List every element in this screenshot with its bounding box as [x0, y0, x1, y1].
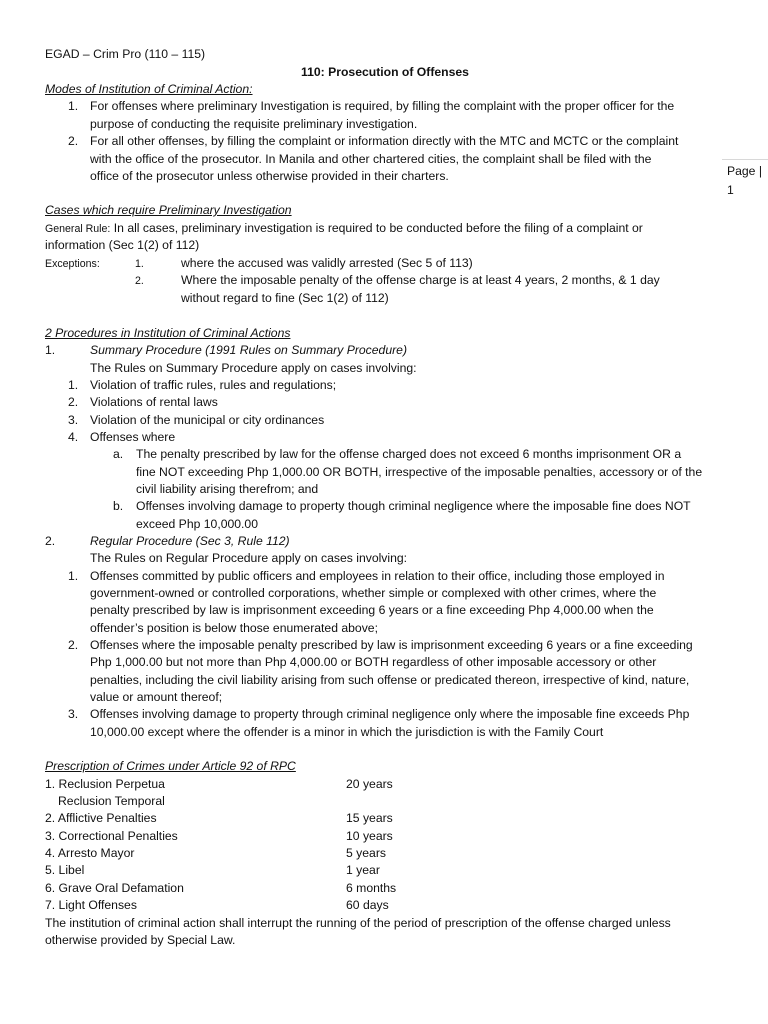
prescription-row-label: 5. Libel — [45, 863, 85, 877]
procedures-heading: 2 Procedures in Institution of Criminal Actions — [45, 326, 291, 340]
regular-item-1-line-4: offender’s position is below those enumerated above; — [90, 621, 378, 635]
modes-item-2-line-2: with the office of the prosecutor. In Manila and other chartered cities, the complaint shall be filed with the — [90, 152, 652, 166]
modes-item-2-line-3: office of the prosecutor unless otherwise provided in their charters. — [90, 169, 449, 183]
prescription-row-label: Reclusion Temporal — [58, 794, 165, 808]
modes-heading: Modes of Institution of Criminal Action: — [45, 82, 253, 96]
pi-exception-2-number: 2. — [135, 275, 144, 287]
pi-exception-1-text: where the accused was validly arrested (Sec 5 of 113) — [181, 256, 473, 270]
prescription-row-label: 7. Light Offenses — [45, 898, 137, 912]
summary-sub-a-number: a. — [113, 447, 124, 461]
course-header: EGAD – Crim Pro (110 – 115) — [45, 47, 206, 61]
prescription-row-value: 1 year — [346, 863, 380, 877]
prescription-row-value: 10 years — [346, 829, 393, 843]
prescription-row-label: 6. Grave Oral Defamation — [45, 881, 184, 895]
prescription-note-line-2: otherwise provided by Special Law. — [45, 933, 236, 947]
regular-item-2-line-2: Php 1,000.00 but not more than Php 4,000.00 or BOTH regardless of other imposable accessory or other — [90, 655, 657, 669]
regular-item-2-line-1: Offenses where the imposable penalty prescribed by law is imprisonment exceeding 6 years or a fine exceeding — [90, 638, 693, 652]
pi-general-line-2: information (Sec 1(2) of 112) — [45, 238, 200, 252]
summary-item-4-text: Offenses where — [90, 430, 176, 444]
summary-sub-b-number: b. — [113, 499, 124, 513]
prescription-row-label: 4. Arresto Mayor — [45, 846, 135, 860]
prescription-row-value: 60 days — [346, 898, 389, 912]
regular-item-1-number: 1. — [68, 569, 79, 583]
prescription-row-label: 3. Correctional Penalties — [45, 829, 178, 843]
regular-item-3-number: 3. — [68, 707, 79, 721]
summary-sub-a-line-3: civil liability arising therefrom; and — [136, 482, 319, 496]
regular-item-1-line-1: Offenses committed by public officers and employees in relation to their office, including those employed in — [90, 569, 665, 583]
regular-item-2-number: 2. — [68, 638, 79, 652]
pi-heading: Cases which require Preliminary Investigation — [45, 203, 292, 217]
regular-title: Regular Procedure (Sec 3, Rule 112) — [90, 534, 290, 548]
regular-item-1-line-3: penalty prescribed by law is imprisonment exceeding 6 years or a fine exceeding Php 4,000.00 when the — [90, 603, 654, 617]
regular-item-3-line-2: 10,000.00 except where the offender is a minor in which the jurisdiction is with the Family Court — [90, 725, 604, 739]
modes-item-2-number: 2. — [68, 134, 79, 148]
regular-item-3-line-1: Offenses involving damage to property through criminal negligence only where the imposable fine exceeds Php — [90, 707, 690, 721]
prescription-note-line-1: The institution of criminal action shall interrupt the running of the period of prescription of the offense charged unless — [45, 916, 671, 930]
prescription-heading: Prescription of Crimes under Article 92 of RPC — [45, 759, 296, 773]
summary-sub-a-line-2: fine NOT exceeding Php 1,000.00 OR BOTH, irrespective of the imposable penalties, accessory or of the — [136, 465, 703, 479]
prescription-row-value: 20 years — [346, 777, 393, 791]
modes-item-1-line-2: purpose of conducting the requisite preliminary investigation. — [90, 117, 418, 131]
prescription-row-value: 15 years — [346, 811, 393, 825]
modes-item-1-line-1: For offenses where preliminary Investigation is required, by filling the complaint with the proper officer for the — [90, 99, 675, 113]
prescription-row-value: 5 years — [346, 846, 386, 860]
prescription-row-value: 6 months — [346, 881, 397, 895]
page-title: 110: Prosecution of Offenses — [301, 65, 469, 79]
regular-item-2-line-3: penalties, including the civil liability arising from such offense or predicated thereon, irrespective of kind, nature, — [90, 673, 690, 687]
modes-item-2-line-1: For all other offenses, by filling the complaint or information directly with the MTC and MCTC or the complaint — [90, 134, 679, 148]
page-label-text: Page | — [727, 164, 763, 178]
pi-exceptions-label: Exceptions: — [45, 258, 100, 270]
prescription-row-label: 1. Reclusion Perpetua — [45, 777, 165, 791]
regular-item-2-line-4: value or amount thereof; — [90, 690, 223, 704]
summary-intro: The Rules on Summary Procedure apply on cases involving: — [90, 361, 417, 375]
page-label-divider — [722, 159, 768, 160]
summary-item-3-text: Violation of the municipal or city ordinances — [90, 413, 325, 427]
regular-item-1-line-2: government-owned or controlled corporations, whether simple or complexed with other crimes, where the — [90, 586, 657, 600]
modes-item-1-number: 1. — [68, 99, 79, 113]
regular-intro: The Rules on Regular Procedure apply on cases involving: — [90, 551, 408, 565]
pi-general-text: In all cases, preliminary investigation is required to be conducted before the filing of a complaint or — [113, 221, 643, 235]
summary-sub-a-line-1: The penalty prescribed by law for the offense charged does not exceed 6 months imprisonment OR a — [136, 447, 682, 461]
page-number: 1 — [727, 183, 734, 197]
page-number-label — [727, 162, 768, 200]
summary-item-2-text: Violations of rental laws — [90, 395, 218, 409]
summary-item-2-number: 2. — [68, 395, 79, 409]
pi-exception-1-number: 1. — [135, 258, 144, 270]
summary-item-1-number: 1. — [68, 378, 79, 392]
summary-item-1-text: Violation of traffic rules, rules and regulations; — [90, 378, 337, 392]
summary-item-3-number: 3. — [68, 413, 79, 427]
summary-sub-b-line-2: exceed Php 10,000.00 — [136, 517, 258, 531]
regular-number: 2. — [45, 534, 56, 548]
summary-item-4-number: 4. — [68, 430, 79, 444]
pi-exception-2-line-1: Where the imposable penalty of the offense charge is at least 4 years, 2 months, & 1 day — [181, 273, 660, 287]
prescription-row-label: 2. Afflictive Penalties — [45, 811, 157, 825]
pi-general-rule — [45, 220, 643, 238]
summary-number: 1. — [45, 343, 56, 357]
summary-title: Summary Procedure (1991 Rules on Summary Procedure) — [90, 343, 408, 357]
pi-general-label: General Rule: — [45, 223, 111, 235]
summary-sub-b-line-1: Offenses involving damage to property though criminal negligence where the imposable fine does NOT — [136, 499, 691, 513]
pi-exception-2-line-2: without regard to fine (Sec 1(2) of 112) — [181, 291, 389, 305]
